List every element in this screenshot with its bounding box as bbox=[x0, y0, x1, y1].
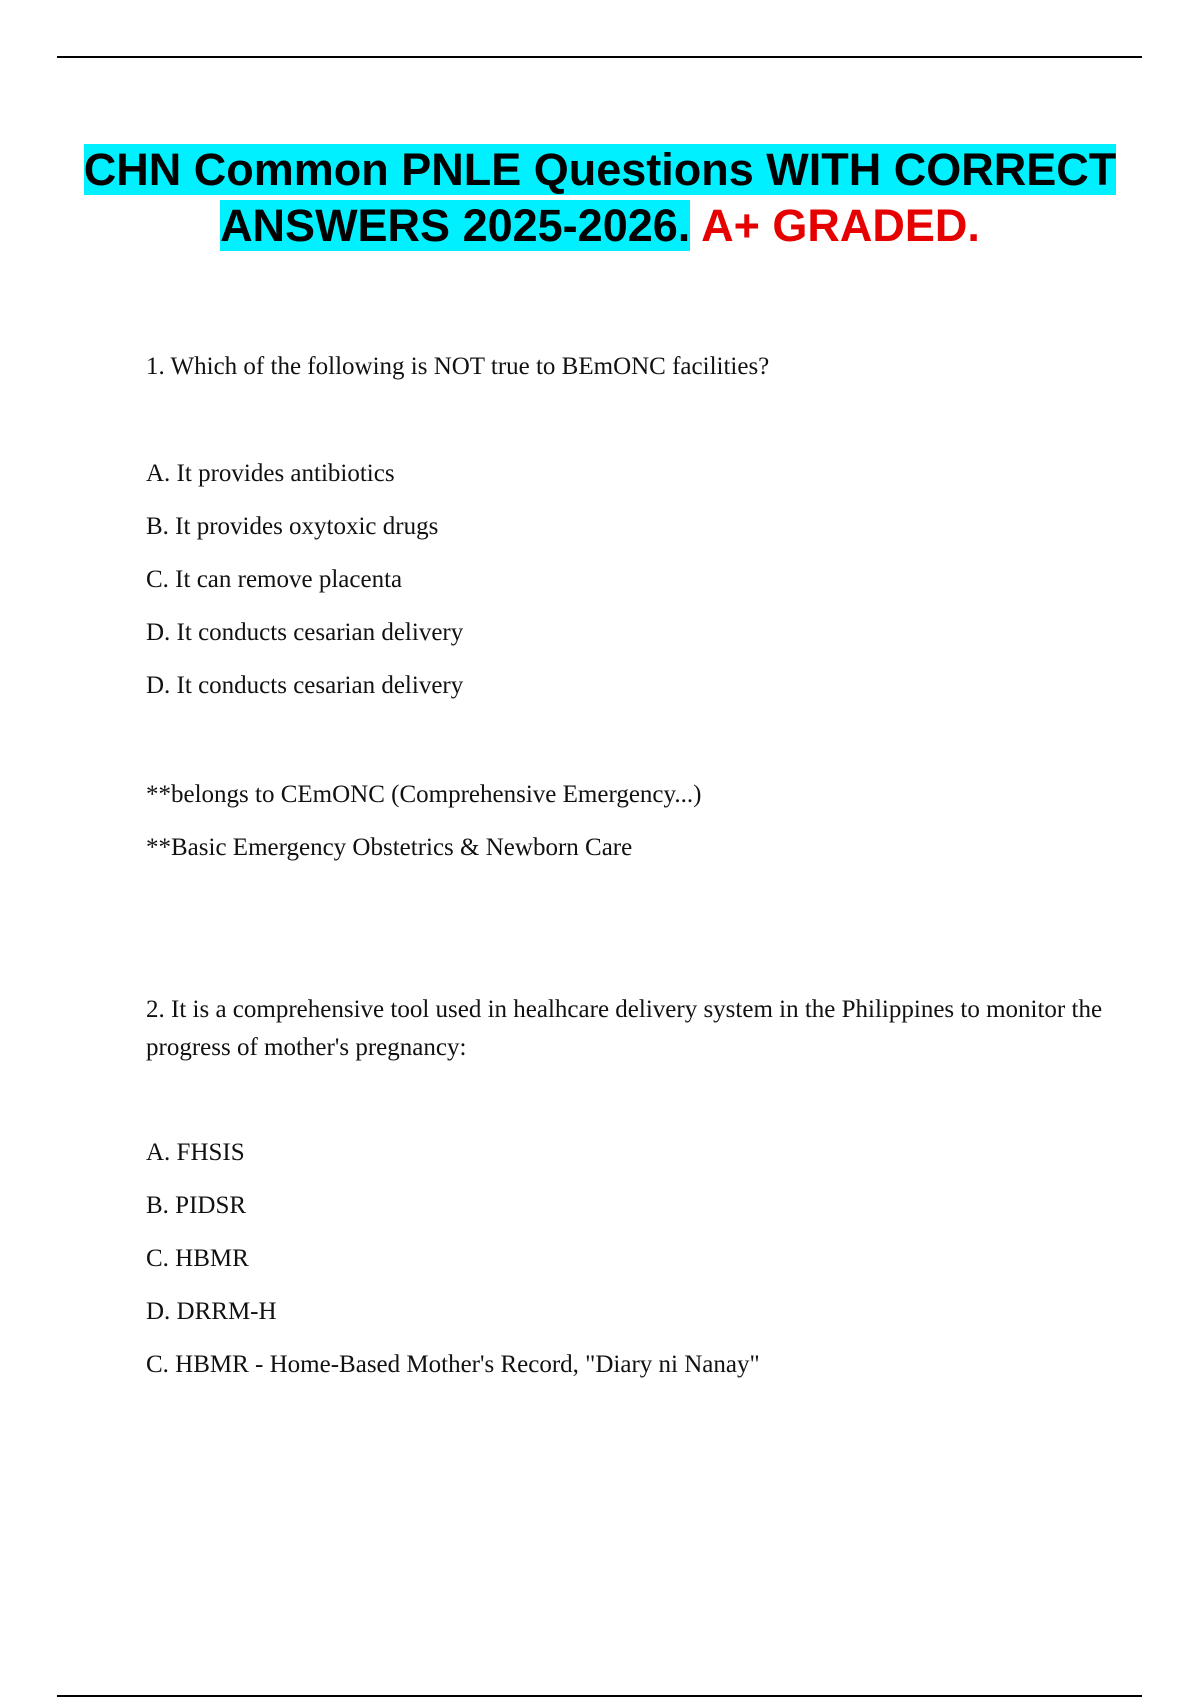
question-1-note-1: **belongs to CEmONC (Comprehensive Emergency...) bbox=[146, 781, 702, 808]
title-highlighted-text: CHN Common PNLE Questions WITH CORRECT ANSWERS 2025-2026. bbox=[83, 144, 1117, 251]
question-2-option-c: C. HBMR bbox=[146, 1245, 249, 1272]
question-1-option-d: D. It conducts cesarian delivery bbox=[146, 619, 464, 646]
question-2-option-b: B. PIDSR bbox=[146, 1192, 247, 1219]
top-rule bbox=[57, 56, 1142, 58]
question-2 bbox=[146, 991, 1106, 1067]
question-1-options bbox=[146, 455, 1106, 720]
question-1-text: 1. Which of the following is NOT true to BEmONC facilities? bbox=[146, 353, 770, 380]
question-1-note-2: **Basic Emergency Obstetrics & Newborn Care bbox=[146, 834, 633, 861]
question-1-answer: D. It conducts cesarian delivery bbox=[146, 672, 464, 699]
bottom-rule bbox=[57, 1695, 1142, 1697]
title-grade-text: A+ GRADED. bbox=[701, 200, 980, 251]
question-2-option-a: A. FHSIS bbox=[146, 1139, 245, 1166]
question-1-option-b: B. It provides oxytoxic drugs bbox=[146, 513, 439, 540]
question-1-option-c: C. It can remove placenta bbox=[146, 566, 403, 593]
question-2-options bbox=[146, 1134, 1106, 1399]
question-1 bbox=[146, 348, 1106, 386]
question-2-answer: C. HBMR - Home-Based Mother's Record, "Diary ni Nanay" bbox=[146, 1351, 760, 1378]
question-2-text: 2. It is a comprehensive tool used in healhcare delivery system in the Philippines to monitor the progress of mother's pregnancy: bbox=[146, 996, 1103, 1061]
question-1-notes bbox=[146, 776, 1106, 882]
question-2-option-d: D. DRRM-H bbox=[146, 1298, 277, 1325]
document-title bbox=[60, 142, 1140, 254]
question-1-option-a: A. It provides antibiotics bbox=[146, 460, 395, 487]
